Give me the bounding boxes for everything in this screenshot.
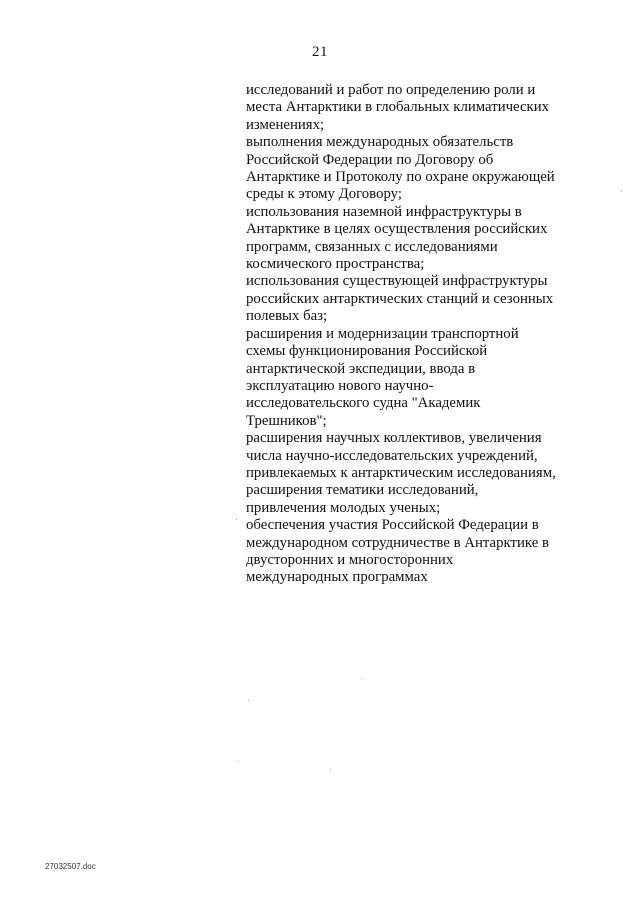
text-line: программ, связанных с исследованиями (246, 238, 498, 255)
text-line: двусторонних и многосторонних (246, 551, 454, 568)
text-line: расширения тематики исследований, (246, 482, 479, 499)
text-line: исследовательского судна "Академик (246, 395, 481, 412)
text-line: исследований и работ по определению роли и (246, 82, 536, 98)
scan-speck (361, 678, 362, 679)
text-line: выполнения международных обязательств (246, 134, 514, 151)
text-line: числа научно-исследовательских учреждений, (246, 447, 538, 464)
text-line: расширения и модернизации транспортной (246, 325, 519, 342)
text-line: эксплуатацию нового научно- (246, 377, 434, 394)
text-line: схемы функционирования Российской (246, 343, 488, 360)
scan-speck (621, 191, 622, 192)
text-line: Трешников"; (246, 412, 327, 429)
text-line: изменениях; (246, 116, 325, 133)
text-line: полевых баз; (246, 308, 328, 325)
scan-speck (248, 700, 249, 701)
text-line: обеспечения участия Российской Федерации в (246, 517, 539, 534)
text-line: международном сотрудничестве в Антарктике в (246, 534, 549, 551)
page-number: 21 (312, 44, 328, 60)
text-line: Российской Федерации по Договору об (246, 151, 494, 168)
footer-filename: 27032507.doc (45, 862, 96, 871)
text-line: космического пространства; (246, 256, 425, 273)
body-text (246, 82, 576, 587)
scan-speck (330, 769, 331, 770)
text-line: международных программах (246, 569, 428, 586)
text-line: российских антарктических станций и сезонных (246, 290, 554, 307)
text-line: Антарктике и Протоколу по охране окружающей (246, 169, 555, 186)
scan-speck (238, 761, 239, 762)
text-line: места Антарктики в глобальных климатических (246, 99, 550, 116)
text-line: среды к этому Договору; (246, 186, 402, 203)
text-line: привлечения молодых ученых; (246, 499, 441, 516)
text-line: антарктической экспедиции, ввода в (246, 360, 476, 377)
text-line: Антарктике в целях осуществления российских (246, 221, 548, 238)
scan-speck (236, 519, 237, 520)
text-line: использования существующей инфраструктуры (246, 273, 548, 290)
text-line: привлекаемых к антарктическим исследованиям, (246, 464, 556, 481)
text-line: расширения научных коллективов, увеличения (246, 430, 542, 447)
text-line: использования наземной инфраструктуры в (246, 203, 522, 220)
